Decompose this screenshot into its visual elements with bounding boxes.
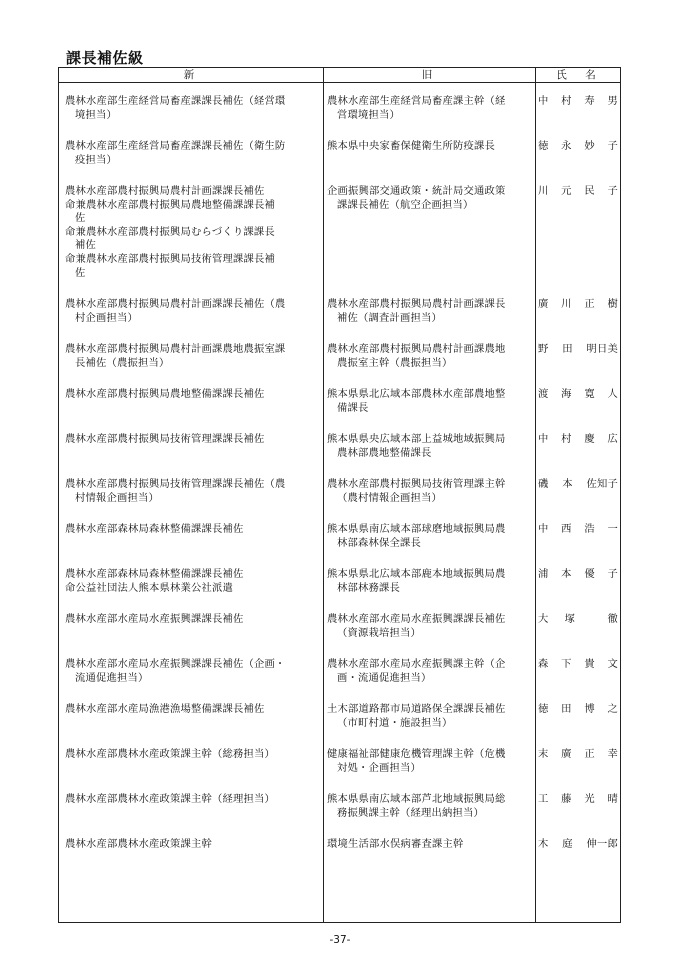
- person-name: [538, 793, 618, 807]
- name-part: 佐知子: [586, 478, 618, 490]
- name-part: 工: [538, 793, 549, 805]
- new-position-line: 命兼農林水産部農村振興局農地整備課課長補: [65, 198, 275, 211]
- person-name: [538, 613, 618, 627]
- old-position: [327, 140, 533, 154]
- name-part: 正: [584, 748, 595, 760]
- header-name: 氏 名: [556, 69, 600, 81]
- person-name: [538, 703, 618, 717]
- old-position-line: 林部林務課長: [337, 581, 400, 594]
- name-part: 光: [584, 793, 595, 805]
- personnel-table: [58, 67, 621, 923]
- old-position-line: 農林水産部生産経営局畜産課主幹（経: [327, 95, 506, 107]
- old-position-line: 熊本県県北広域本部農林水産部農地整: [327, 388, 506, 400]
- new-position: [65, 658, 321, 685]
- old-position: [327, 793, 533, 820]
- name-part: 民: [584, 185, 595, 197]
- old-position-line: 熊本県県南広域本部球磨地域振興局農: [327, 523, 506, 535]
- old-position-line: 農林水産部水産局水産振興課主幹（企: [327, 658, 506, 670]
- name-part: 広: [607, 433, 618, 445]
- new-position-line: 村情報企画担当）: [75, 491, 159, 504]
- name-part: 浦: [538, 568, 549, 580]
- new-position-line: 村企画担当）: [75, 311, 138, 324]
- name-part: 庭: [562, 838, 573, 850]
- name-part: 晴: [607, 793, 618, 805]
- name-part: 一: [607, 523, 618, 535]
- old-position-line: 農林水産部農村振興局農村計画課農地: [327, 343, 506, 355]
- name-part: 之: [607, 703, 618, 715]
- old-position-line: 務振興課主幹（経理出納担当）: [337, 806, 484, 819]
- name-part: 優: [584, 568, 595, 580]
- person-name: [538, 748, 618, 762]
- person-name: [538, 140, 618, 154]
- old-position-line: 農林水産部水産局水産振興課課長補佐: [327, 613, 506, 625]
- name-part: 本: [562, 478, 573, 490]
- old-position-line: 環境生活部水俣病審査課主幹: [327, 838, 464, 850]
- old-position-line: 農振室主幹（農振担当）: [337, 356, 453, 369]
- old-position-line: 企画振興部交通政策・統計局交通政策: [327, 185, 506, 197]
- new-position: [65, 388, 321, 402]
- old-position-line: 農林水産部農村振興局農村計画課課長: [327, 298, 506, 310]
- old-position-line: 補佐（調査計画担当）: [337, 311, 442, 324]
- old-position: [327, 658, 533, 685]
- new-position: [65, 433, 321, 447]
- name-part: 海: [561, 388, 572, 400]
- new-position: [65, 140, 321, 167]
- new-position-line: 農林水産部水産局水産振興課課長補佐（企画・: [65, 658, 286, 670]
- name-part: 人: [607, 388, 618, 400]
- person-name: [538, 95, 618, 109]
- name-part: 末: [538, 748, 549, 760]
- old-position-line: 熊本県県南広域本部芦北地域振興局総: [327, 793, 506, 805]
- name-part: 下: [561, 658, 572, 670]
- name-part: 永: [561, 140, 572, 152]
- name-part: 本: [561, 568, 572, 580]
- name-part: 田: [561, 703, 572, 715]
- person-name: [538, 478, 618, 492]
- name-part: 子: [607, 568, 618, 580]
- name-part: 文: [607, 658, 618, 670]
- name-part: 渡: [538, 388, 549, 400]
- old-position: [327, 703, 533, 730]
- name-part: 田: [562, 343, 573, 355]
- page-number: -37-: [329, 934, 351, 946]
- new-position: [65, 613, 321, 627]
- new-position-line: 命兼農林水産部農村振興局技術管理課課長補: [65, 252, 275, 265]
- name-part: 野: [538, 343, 549, 355]
- new-position-line: 佐: [75, 266, 86, 279]
- old-position-line: 土木部道路都市局道路保全課課長補佐: [327, 703, 506, 715]
- person-name: [538, 568, 618, 582]
- name-part: 村: [561, 95, 572, 107]
- new-position-line: 補佐: [75, 239, 96, 252]
- new-position-line: 命兼農林水産部農村振興局むらづくり課課長: [65, 225, 275, 238]
- old-position: [327, 838, 533, 852]
- name-part: 塚: [564, 613, 576, 625]
- old-position-line: 備課長: [337, 401, 369, 414]
- new-position: [65, 343, 321, 370]
- old-position-line: 農林水産部農村振興局技術管理課主幹: [327, 478, 506, 490]
- new-position: [65, 185, 321, 280]
- new-position-line: 農林水産部水産局漁港漁場整備課課長補佐: [65, 703, 265, 715]
- old-position-line: 熊本県県北広域本部鹿本地域振興局農: [327, 568, 506, 580]
- old-position: [327, 343, 533, 370]
- new-position-line: 農林水産部農林水産政策課主幹: [65, 838, 212, 850]
- person-name: [538, 838, 618, 852]
- name-part: 廣: [561, 748, 572, 760]
- old-position: [327, 433, 533, 460]
- name-part: 徳: [538, 140, 549, 152]
- name-part: 子: [607, 140, 618, 152]
- name-part: 中: [538, 95, 549, 107]
- old-position: [327, 478, 533, 505]
- old-position: [327, 523, 533, 550]
- new-position: [65, 95, 321, 122]
- new-position-line: 命公益社団法人熊本県林業公社派遣: [65, 581, 233, 594]
- new-position-line: 農林水産部水産局水産振興課課長補佐: [65, 613, 244, 625]
- name-part: 廣: [538, 298, 549, 310]
- header-old: 旧: [421, 69, 437, 81]
- new-position-line: 長補佐（農振担当）: [75, 356, 170, 369]
- new-position-line: 農林水産部農村振興局技術管理課課長補佐: [65, 433, 265, 445]
- new-position: [65, 838, 321, 852]
- name-part: 寛: [584, 388, 595, 400]
- name-part: 寿: [584, 95, 595, 107]
- old-position: [327, 613, 533, 640]
- header-new: 新: [183, 69, 199, 81]
- person-name: [538, 343, 618, 357]
- new-position-line: 農林水産部農村振興局農地整備課課長補佐: [65, 388, 265, 400]
- page-title: 課長補佐級: [66, 49, 144, 67]
- name-part: 伸一郎: [586, 838, 618, 850]
- name-part: 男: [607, 95, 618, 107]
- name-part: 博: [584, 703, 595, 715]
- old-position-line: 林部森林保全課長: [337, 536, 421, 549]
- name-part: 慶: [584, 433, 595, 445]
- new-position: [65, 748, 321, 762]
- old-position-line: （資源栽培担当）: [337, 626, 421, 639]
- old-position-line: 熊本県県央広域本部上益城地域振興局: [327, 433, 506, 445]
- old-position-line: 健康福祉部健康危機管理課主幹（危機: [327, 748, 506, 760]
- old-position-line: （市町村道・施設担当）: [337, 716, 453, 729]
- new-position: [65, 523, 321, 537]
- old-position-line: 対処・企画担当）: [337, 761, 421, 774]
- new-position-line: 農林水産部森林局森林整備課課長補佐: [65, 568, 244, 580]
- name-part: 明日美: [586, 343, 618, 355]
- old-position-line: 画・流通促進担当）: [337, 671, 432, 684]
- new-position: [65, 298, 321, 325]
- name-part: 徹: [607, 613, 618, 625]
- name-part: 木: [538, 838, 549, 850]
- new-position-line: 農林水産部農林水産政策課主幹（総務担当）: [65, 748, 275, 760]
- old-position: [327, 568, 533, 595]
- old-position-line: （農村情報企画担当）: [337, 491, 442, 504]
- new-position-line: 農林水産部生産経営局畜産課課長補佐（経営環: [65, 95, 286, 107]
- name-part: 中: [538, 523, 549, 535]
- old-position-line: 営環境担当）: [337, 108, 400, 121]
- name-part: 中: [538, 433, 549, 445]
- name-part: 西: [561, 523, 572, 535]
- name-part: 川: [538, 185, 549, 197]
- person-name: [538, 388, 618, 402]
- old-position: [327, 185, 533, 212]
- new-position-line: 疫担当）: [75, 153, 117, 166]
- old-position-line: 農林部農地整備課長: [337, 446, 432, 459]
- new-position-line: 農林水産部森林局森林整備課課長補佐: [65, 523, 244, 535]
- new-position: [65, 793, 321, 807]
- person-name: [538, 185, 618, 199]
- person-name: [538, 298, 618, 312]
- name-part: 森: [538, 658, 549, 670]
- new-position-line: 農林水産部農村振興局農村計画課課長補佐: [65, 185, 265, 197]
- new-position-line: 境担当）: [75, 108, 117, 121]
- name-part: 正: [584, 298, 595, 310]
- person-name: [538, 433, 618, 447]
- old-position: [327, 95, 533, 122]
- name-part: 磯: [538, 478, 549, 490]
- person-name: [538, 523, 618, 537]
- old-position-line: 課課長補佐（航空企画担当）: [337, 198, 474, 211]
- new-position: [65, 703, 321, 717]
- old-position-line: 熊本県中央家畜保健衛生所防疫課長: [327, 140, 495, 152]
- new-position-line: 農林水産部農林水産政策課主幹（経理担当）: [65, 793, 275, 805]
- name-part: 元: [561, 185, 572, 197]
- old-position: [327, 298, 533, 325]
- name-part: 貴: [584, 658, 595, 670]
- name-part: 子: [607, 185, 618, 197]
- name-part: 妙: [584, 140, 595, 152]
- new-position-line: 佐: [75, 212, 86, 225]
- new-position-line: 流通促進担当）: [75, 671, 149, 684]
- name-part: 大: [538, 613, 549, 625]
- name-part: 村: [561, 433, 572, 445]
- new-position-line: 農林水産部生産経営局畜産課課長補佐（衛生防: [65, 140, 286, 152]
- column-divider: [323, 68, 324, 922]
- person-name: [538, 658, 618, 672]
- name-part: 幸: [607, 748, 618, 760]
- name-part: 樹: [607, 298, 618, 310]
- new-position-line: 農林水産部農村振興局農村計画課課長補佐（農: [65, 298, 286, 310]
- new-position: [65, 568, 321, 595]
- column-divider: [535, 68, 536, 922]
- new-position-line: 農林水産部農村振興局技術管理課課長補佐（農: [65, 478, 286, 490]
- name-part: 藤: [561, 793, 572, 805]
- name-part: 川: [561, 298, 572, 310]
- old-position: [327, 748, 533, 775]
- old-position: [327, 388, 533, 415]
- name-part: 徳: [538, 703, 549, 715]
- name-part: 浩: [584, 523, 595, 535]
- new-position-line: 農林水産部農村振興局農村計画課農地農振室課: [65, 343, 286, 355]
- new-position: [65, 478, 321, 505]
